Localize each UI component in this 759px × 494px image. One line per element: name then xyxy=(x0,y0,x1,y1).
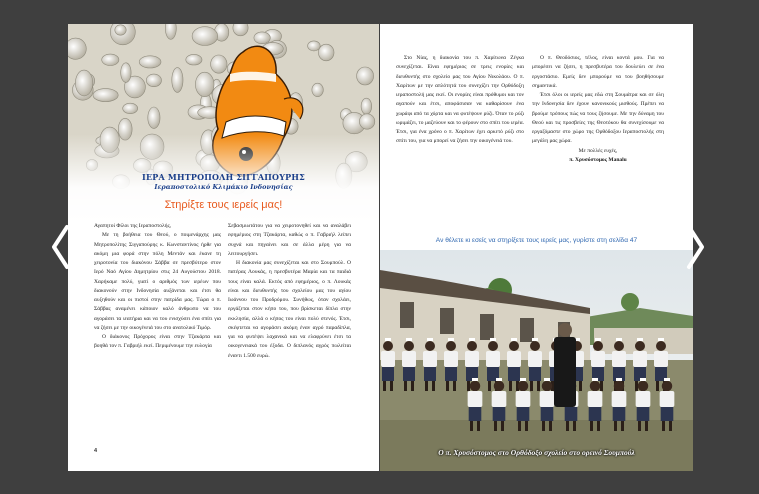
article-title: Στηρίξτε τους ιερείς μας! xyxy=(164,199,283,211)
chevron-right-icon xyxy=(683,224,707,270)
paragraph: Σεβασμιωτάτου για να χειροτονηθεί και να αναλάβει εφημέριος στη Τζακάρτα, καθώς ο π. Γαβριήλ λείπει συχνά και πηγαίνει και σε άλλα μέρη για να λειτουργήσει. xyxy=(228,223,351,257)
paragraph: Η διακονία μας συνεχίζεται και στο Σουμπούλ. Ο πατέρας Λουκάς, η πρεσβυτέρα Μαρία και τα παιδιά τους είναι καλά. Εκτός από εφημέριος, ο π. Λουκάς είναι και διευθυντής του σχολείου μας του αγίου Ιωάννου του Προδρόμου. Συνήθως, όταν σχολάει, εργάζεται στον κήπο του, που βρίσκεται δίπλα στην εκκλησία, αλλά ο κήπος του είναι πολύ στενός. Έτσι, σκέφτεται να αγοράσει ακόμη έναν αγρό παραδίπλα, για να φυτέψει λαχανικά και να ελαφρύνει έτσι τα οικογενειακά του έξοδα. Ο διπλανός αγρός πωλείται έναντι 1.500 ευρώ. xyxy=(228,260,351,359)
next-page-button[interactable] xyxy=(683,224,707,270)
church-heading: ΙΕΡΑ ΜΗΤΡΟΠΟΛΗ ΣΙΓΓΑΠΟΥΡΗΣ xyxy=(142,172,305,182)
paragraph: Έτσι όλοι οι ιερείς μας εδώ στη Σουμάτρα και σε όλη την Ινδονησία δεν έχουν κανονικούς μισθούς. Πρέπει να βρούμε τρόπους πώς να τους ζήσουμε. Με την δύναμη του Θεού και τις προσβείες της Θεοτόκου θα συνεχίσουμε να εργαζόμαστε στο χώρο της Ορθόδοξου Ιεραποστολής στη μεγάλη μας χώρα. xyxy=(532,92,664,145)
paragraph: Ο π. Θεοδόσιος, τέλος, είναι κοντά μου. Για να μπορέσει να ζήσει, η πρεσβυτέρα του δουλεύει σε ένα εργοστάσιο. Εμείς δεν μπορούμε να του βοηθήσουμε σημαντικά. xyxy=(532,55,664,89)
mission-subheading: Ιεραποστολικό Κλιμάκιο Ινδονησίας xyxy=(154,183,293,191)
clownfish-anemone-photo xyxy=(68,24,379,224)
closing-line: Με πολλές ευχές, xyxy=(578,147,618,154)
paragraph: Αγαπητοί Φίλοι της Ιεραποστολής, xyxy=(94,223,172,229)
left-page xyxy=(68,24,379,471)
chevron-left-icon xyxy=(49,224,73,270)
left-column-2 xyxy=(228,222,351,361)
page-number: 4 xyxy=(94,448,98,454)
left-column-1 xyxy=(94,222,221,352)
school-children-photo xyxy=(380,250,693,471)
paragraph: Με τη βοήθεια του Θεού, ο ποιμενάρχης μας Μητροπολίτης Σιγγαπούρης κ. Κωνσταντίνος ήρθε για ακόμη μια φορά στην πόλη Μεντάν και έκανε τη χειροτονία του διακόνου Σάββα σε πρεσβύτερο στον Ιερό Ναό Αγίου Δημητρίου στις 24 Αυγούστου 2018. Χαρήκαμε πολύ, γιατί ο αριθμός των ιερέων που διακονούν στην Ινδονησία αυξάνεται και έτσι θα αυξηθούν και οι πιστοί στην πατρίδα μας. Τώρα ο π. Σάββας αναμένει κάποιον καλό άνθρωπο να του αγοράσει τα ιεατήρια και να του ενισχύσει ένα σπίτι για να ζήσει με την οικογένειά του στο ανατολικό Τιμόρ. xyxy=(94,232,221,331)
continue-note: Αν θέλετε κι εσείς να στηρίξετε τους ιερείς μας, γυρίστε στη σελίδα 47 xyxy=(435,237,638,244)
right-column-1 xyxy=(396,54,524,147)
paragraph: Ο διάκονος Πρόχορος είναι στην Τζακάρτα και βοηθά τον π. Γαβριήλ εκεί. Περιμένουμε την ευλογία xyxy=(94,334,221,350)
paragraph: Στο Νίας, η διακονία του π. Χαρίτωνα Ζέγκα συνεχίζεται. Είναι εφημέριος σε τρεις ενορίες και διευθυντής στο σχολείο μας του Αγίου Νικολάου. Ο π. Χαρίτων με την απλότητά του συνεχίζει την Ορθόδοξη ιεραποστολή μας εκεί. Οι ενορίες είναι πρόθυμοι και τον αγαπούν και έτσι, αποφάσισαν να καθαρίσουν ένα χωράφι από τα χόρτα και να φυτέψουν ρύζι. Όταν το ρύζι ωριμάζει, το μαζεύουν και το φέρουν στο σπίτι του ιερέα. Έτσι, για ένα χρόνο ο π. Χαρίτων έχει αρκετό ρύζι στο σπίτι του, για να μπορεί να ζήσει την οικογένειά του. xyxy=(396,55,524,145)
signature: π. Χρυσόστομος Manalu xyxy=(569,156,627,163)
right-column-2 xyxy=(532,54,664,165)
right-page xyxy=(380,24,693,471)
previous-page-button[interactable] xyxy=(49,224,73,270)
photo-caption: Ο π. Χρυσόστομος στο Ορθόδοξο σχολείο στο ορεινό Σουμπούλ xyxy=(438,448,635,457)
